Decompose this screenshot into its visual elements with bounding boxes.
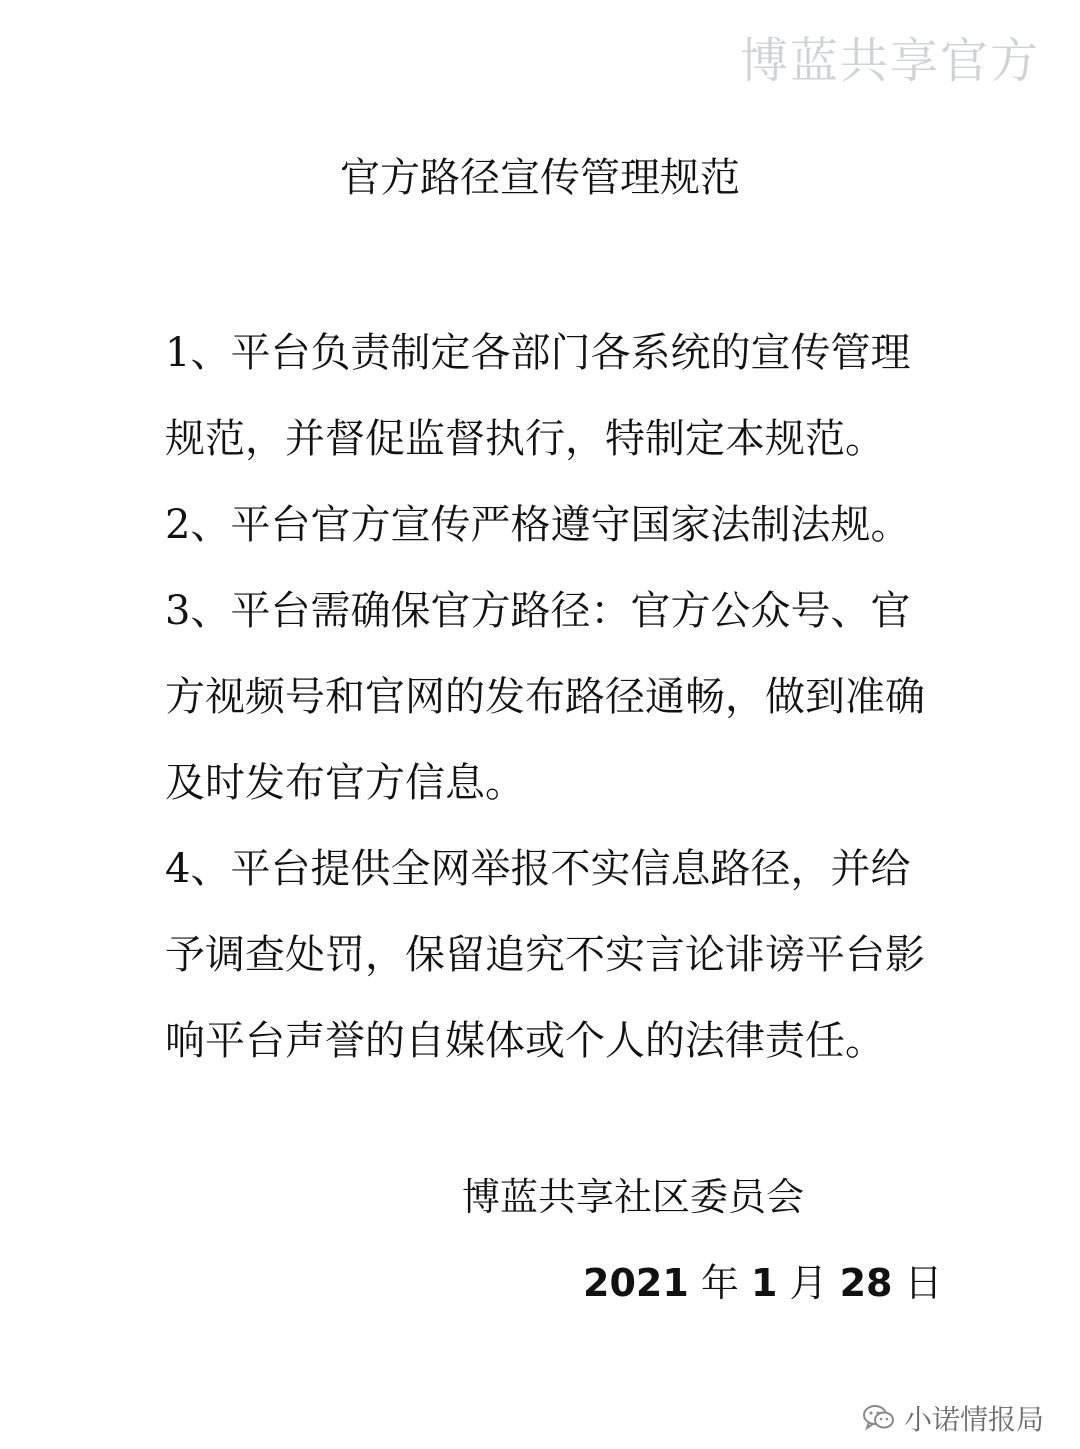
date-day-unit: 日	[892, 1261, 943, 1305]
watermark-bottom-text: 小诺情报局	[903, 1403, 1044, 1436]
document-body	[165, 310, 935, 1084]
date-month: 1	[750, 1261, 778, 1305]
clause-1: 1、平台负责制定各部门各系统的宣传管理规范，并督促监督执行，特制定本规范。	[165, 330, 911, 462]
date-year-unit: 年	[688, 1261, 751, 1305]
clause-4: 4、平台提供全网举报不实信息路径，并给予调查处罚，保留追究不实言论诽谤平台影响平台声誉的自媒体或个人的法律责任。	[165, 846, 925, 1064]
clause-3: 3、平台需确保官方路径：官方公众号、官方视频号和官网的发布路径通畅，做到准确及时发布官方信息。	[165, 588, 925, 806]
document-title: 官方路径宣传管理规范	[340, 155, 740, 201]
date-day: 28	[839, 1261, 893, 1305]
clause-2: 2、平台官方宣传严格遵守国家法制法规。	[165, 502, 911, 548]
signature: 博蓝共享社区委员会	[462, 1175, 805, 1219]
date-year: 2021	[583, 1261, 689, 1305]
watermark-bottom	[862, 1398, 1044, 1438]
wechat-icon	[862, 1403, 896, 1433]
date-month-unit: 月	[777, 1261, 840, 1305]
document-date	[583, 1252, 943, 1307]
watermark-top: 博蓝共享官方	[739, 33, 1040, 89]
